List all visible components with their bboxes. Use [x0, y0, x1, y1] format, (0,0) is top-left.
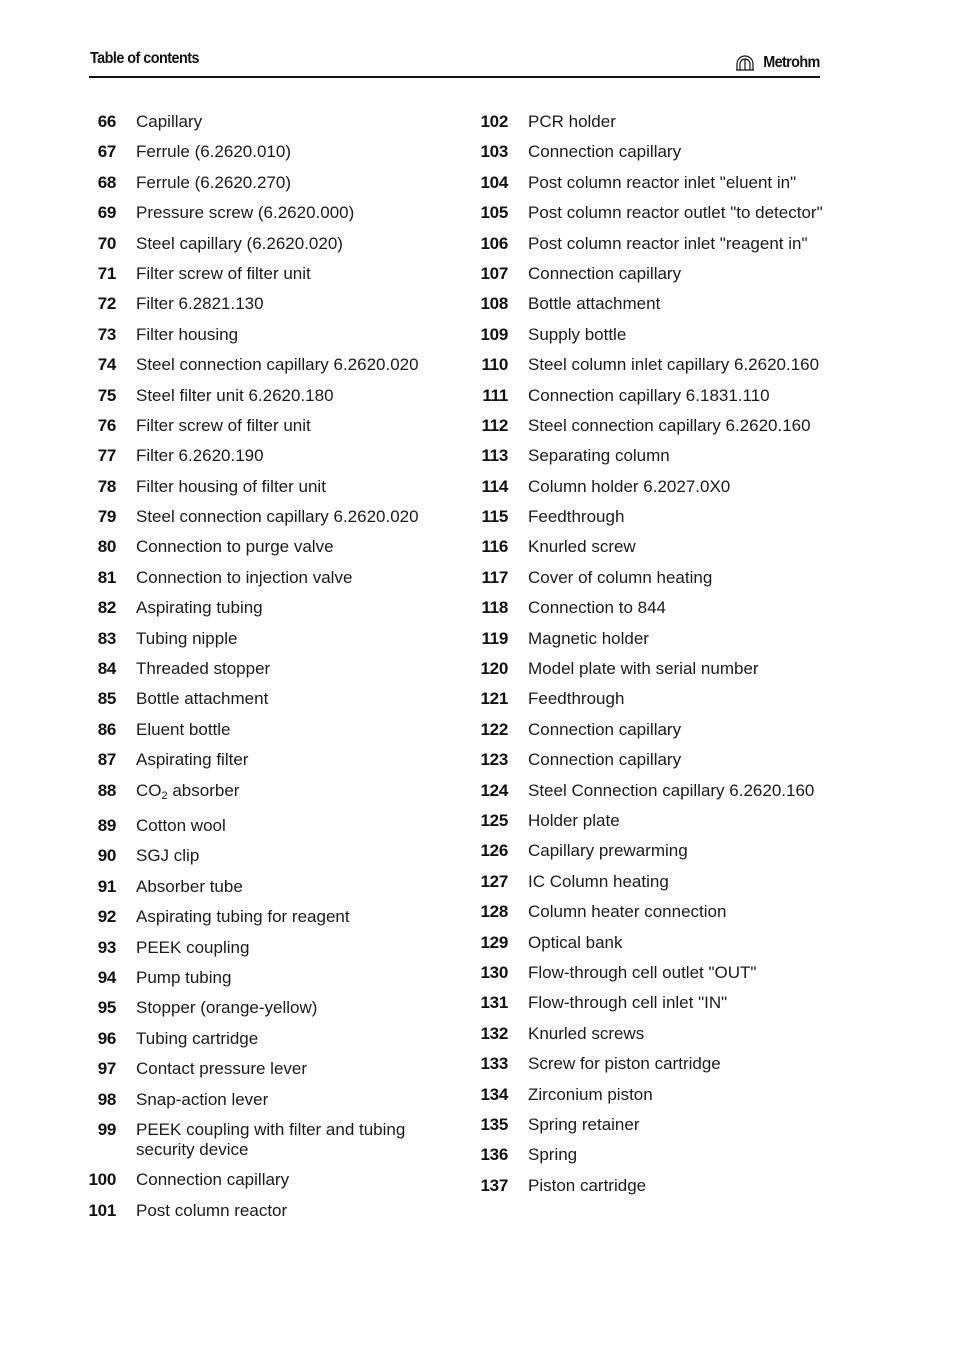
- item-label: Spring retainer: [528, 1114, 640, 1134]
- list-item: [84, 1029, 434, 1049]
- item-label: Snap-action lever: [136, 1089, 269, 1109]
- list-item: [84, 1120, 434, 1160]
- item-label: Filter 6.2821.130: [136, 294, 264, 314]
- item-label: Zirconium piston: [528, 1084, 653, 1104]
- item-number: 89: [97, 815, 116, 835]
- list-item: [476, 416, 836, 436]
- item-label: Connection capillary: [136, 1170, 290, 1190]
- list-item: [476, 1145, 836, 1165]
- list-item: [476, 1024, 836, 1044]
- item-label: Contact pressure lever: [136, 1059, 308, 1079]
- item-label: Piston cartridge: [528, 1175, 647, 1195]
- item-label: Spring: [528, 1145, 578, 1165]
- item-number: 68: [97, 172, 116, 192]
- item-label: Steel column inlet capillary 6.2620.160: [528, 355, 820, 375]
- item-label: Flow-through cell inlet "IN": [528, 993, 728, 1013]
- item-number: 91: [97, 876, 116, 896]
- item-number: 129: [480, 932, 508, 952]
- item-number: 102: [480, 112, 508, 131]
- item-label: Post column reactor: [136, 1200, 288, 1220]
- item-number: 128: [480, 902, 508, 922]
- list-item: [84, 325, 434, 345]
- item-number: 73: [97, 324, 116, 344]
- item-number: 112: [481, 415, 508, 435]
- item-number: 116: [481, 537, 508, 557]
- item-number: 126: [480, 841, 508, 861]
- item-label: Steel Connection capillary 6.2620.160: [528, 780, 815, 800]
- item-number: 84: [97, 659, 116, 679]
- item-label: PEEK coupling: [136, 937, 250, 957]
- item-label: Feedthrough: [528, 507, 625, 527]
- item-label: Pressure screw (6.2620.000): [136, 203, 355, 223]
- item-number: 77: [97, 446, 116, 466]
- item-label: Holder plate: [528, 810, 620, 830]
- item-number: 78: [97, 476, 116, 496]
- list-item: [84, 816, 434, 836]
- list-item: [476, 963, 836, 983]
- item-number: 105: [480, 203, 508, 223]
- item-number: 117: [481, 567, 508, 587]
- item-number: 106: [480, 233, 508, 253]
- item-number: 79: [97, 507, 116, 527]
- item-label: IC Column heating: [528, 871, 669, 891]
- item-number: 100: [88, 1170, 116, 1190]
- list-item: [84, 877, 434, 897]
- list-item: [84, 234, 434, 254]
- list-item: [476, 568, 836, 588]
- list-item: [476, 355, 836, 375]
- item-label: Stopper (orange-yellow): [136, 998, 318, 1018]
- list-item: [476, 294, 836, 314]
- item-label-subscript: 2: [161, 789, 168, 802]
- list-item: [476, 112, 836, 132]
- list-item: [476, 477, 836, 497]
- list-item: [476, 1054, 836, 1074]
- item-number: 130: [480, 962, 508, 982]
- item-number: 136: [480, 1145, 508, 1165]
- item-number: 115: [481, 507, 508, 527]
- page-header: [89, 48, 820, 78]
- item-label: Column holder 6.2027.0X0: [528, 476, 731, 496]
- list-item: [476, 173, 836, 193]
- item-number: 132: [480, 1023, 508, 1043]
- item-label: Steel capillary (6.2620.020): [136, 233, 343, 253]
- item-number: 133: [480, 1054, 508, 1074]
- list-item: [476, 142, 836, 162]
- item-label: Tubing cartridge: [136, 1028, 259, 1048]
- item-number: 131: [480, 993, 508, 1013]
- item-label: Connection capillary: [528, 719, 682, 739]
- list-item: [84, 1090, 434, 1110]
- item-label: Steel connection capillary 6.2620.020: [136, 355, 419, 375]
- item-label: Pump tubing: [136, 967, 232, 987]
- item-label: Post column reactor inlet "eluent in": [528, 172, 797, 192]
- item-number: 90: [97, 846, 116, 866]
- list-item: [84, 1170, 434, 1190]
- list-item: [84, 720, 434, 740]
- item-number: 113: [481, 446, 508, 466]
- item-label-text: CO: [136, 780, 162, 800]
- list-item: [476, 993, 836, 1013]
- item-label: Connection capillary: [528, 750, 682, 770]
- item-number: 99: [97, 1119, 116, 1139]
- item-label: Knurled screws: [528, 1023, 645, 1043]
- item-label: Model plate with serial number: [528, 659, 759, 679]
- item-number: 66: [97, 112, 116, 131]
- metrohm-logo-icon: [735, 55, 755, 71]
- item-number: 83: [97, 628, 116, 648]
- list-item: [476, 902, 836, 922]
- item-label: Supply bottle: [528, 324, 627, 344]
- list-item: [476, 1085, 836, 1105]
- item-number: 74: [97, 355, 116, 375]
- item-label: PCR holder: [528, 112, 616, 131]
- item-number: 93: [97, 937, 116, 957]
- item-number: 70: [97, 233, 116, 253]
- list-item: [84, 386, 434, 406]
- item-label: Post column reactor outlet "to detector": [528, 203, 823, 223]
- item-number: 108: [480, 294, 508, 314]
- list-item: [84, 173, 434, 193]
- list-item: [476, 234, 836, 254]
- item-label: Connection capillary 6.1831.110: [528, 385, 770, 405]
- item-label: PEEK coupling with filter and tubing security device: [136, 1119, 406, 1159]
- item-number: 107: [480, 263, 508, 283]
- item-number: 125: [480, 810, 508, 830]
- list-item: [84, 907, 434, 927]
- item-label: Capillary: [136, 112, 203, 131]
- contents-list-left: [84, 112, 434, 1231]
- list-item: [84, 998, 434, 1018]
- list-item: [84, 477, 434, 497]
- item-number: 127: [480, 871, 508, 891]
- list-item: [476, 841, 836, 861]
- item-number: 137: [480, 1175, 508, 1195]
- item-label: Screw for piston cartridge: [528, 1054, 721, 1074]
- list-item: [476, 264, 836, 284]
- list-item: [476, 1176, 836, 1196]
- item-number: 111: [482, 385, 508, 405]
- item-label: Aspirating tubing for reagent: [136, 907, 350, 927]
- item-number: 101: [88, 1200, 116, 1220]
- list-item: [476, 598, 836, 618]
- list-item: [84, 629, 434, 649]
- item-label: Filter 6.2620.190: [136, 446, 264, 466]
- item-label: Cotton wool: [136, 815, 226, 835]
- list-item: [84, 689, 434, 709]
- item-label: Bottle attachment: [528, 294, 661, 314]
- item-number: 88: [97, 780, 116, 800]
- item-label: Steel filter unit 6.2620.180: [136, 385, 334, 405]
- item-number: 67: [97, 142, 116, 162]
- list-item: [476, 446, 836, 466]
- item-label: Ferrule (6.2620.010): [136, 142, 291, 162]
- item-number: 72: [97, 294, 116, 314]
- item-number: 103: [480, 142, 508, 162]
- item-label: Knurled screw: [528, 537, 636, 557]
- list-item: [84, 203, 434, 223]
- list-item: [84, 416, 434, 436]
- list-item: [84, 781, 434, 806]
- list-item: [84, 142, 434, 162]
- list-item: [476, 203, 836, 223]
- item-label: Connection to 844: [528, 598, 666, 618]
- item-label: Aspirating tubing: [136, 598, 263, 618]
- list-item: [476, 325, 836, 345]
- item-number: 114: [481, 476, 508, 496]
- page-title: Table of contents: [90, 50, 199, 67]
- list-item: [84, 750, 434, 770]
- item-label: Capillary prewarming: [528, 841, 688, 861]
- item-label: Filter housing of filter unit: [136, 476, 326, 496]
- list-item: [84, 568, 434, 588]
- list-item: [84, 846, 434, 866]
- item-label: SGJ clip: [136, 846, 200, 866]
- item-number: 87: [97, 750, 116, 770]
- item-label: [136, 781, 239, 806]
- item-label: Aspirating filter: [136, 750, 249, 770]
- list-item: [476, 659, 836, 679]
- list-item: [84, 355, 434, 375]
- item-label: Absorber tube: [136, 876, 243, 896]
- item-label: Connection to purge valve: [136, 537, 334, 557]
- item-number: 135: [480, 1114, 508, 1134]
- list-item: [476, 507, 836, 527]
- list-item: [476, 689, 836, 709]
- list-item: [84, 968, 434, 988]
- item-number: 75: [97, 385, 116, 405]
- brand-name: Metrohm: [763, 54, 820, 71]
- list-item: [84, 598, 434, 618]
- list-item: [84, 1059, 434, 1079]
- item-number: 95: [97, 998, 116, 1018]
- item-number: 86: [97, 719, 116, 739]
- item-number: 118: [481, 598, 508, 618]
- item-label: Threaded stopper: [136, 659, 271, 679]
- item-number: 98: [97, 1089, 116, 1109]
- item-number: 123: [480, 750, 508, 770]
- item-label: Steel connection capillary 6.2620.020: [136, 507, 419, 527]
- item-label: Feedthrough: [528, 689, 625, 709]
- item-number: 82: [97, 598, 116, 618]
- item-label: Connection to injection valve: [136, 567, 353, 587]
- list-item: [476, 872, 836, 892]
- brand: [735, 54, 820, 72]
- list-item: [84, 537, 434, 557]
- item-number: 85: [97, 689, 116, 709]
- item-label: Flow-through cell outlet "OUT": [528, 962, 757, 982]
- contents-list-right: [476, 112, 836, 1206]
- item-number: 69: [97, 203, 116, 223]
- item-number: 80: [97, 537, 116, 557]
- list-item: [84, 446, 434, 466]
- item-number: 71: [97, 263, 116, 283]
- item-label: Magnetic holder: [528, 628, 649, 648]
- list-item: [476, 811, 836, 831]
- item-number: 122: [480, 719, 508, 739]
- item-label: Eluent bottle: [136, 719, 231, 739]
- list-item: [476, 629, 836, 649]
- list-item: [476, 933, 836, 953]
- item-number: 124: [480, 780, 508, 800]
- item-number: 76: [97, 415, 116, 435]
- item-number: 109: [480, 324, 508, 344]
- item-number: 121: [480, 689, 508, 709]
- item-number: 134: [480, 1084, 508, 1104]
- item-number: 97: [97, 1059, 116, 1079]
- list-item: [476, 750, 836, 770]
- list-item: [476, 537, 836, 557]
- item-label: Connection capillary: [528, 263, 682, 283]
- item-number: 110: [481, 355, 508, 375]
- list-item: [476, 720, 836, 740]
- item-label: Separating column: [528, 446, 670, 466]
- item-label: Filter screw of filter unit: [136, 415, 311, 435]
- item-label-text: absorber: [167, 780, 240, 800]
- item-number: 94: [97, 967, 116, 987]
- item-label: Post column reactor inlet "reagent in": [528, 233, 808, 253]
- list-item: [84, 264, 434, 284]
- item-number: 96: [97, 1028, 116, 1048]
- item-label: Connection capillary: [528, 142, 682, 162]
- list-item: [476, 781, 836, 801]
- list-item: [476, 1115, 836, 1135]
- item-label: Column heater connection: [528, 902, 727, 922]
- list-item: [84, 938, 434, 958]
- item-number: 81: [97, 567, 116, 587]
- item-number: 104: [480, 172, 508, 192]
- item-label: Filter screw of filter unit: [136, 263, 311, 283]
- item-number: 120: [480, 659, 508, 679]
- item-label: Tubing nipple: [136, 628, 238, 648]
- list-item: [476, 386, 836, 406]
- item-label: Optical bank: [528, 932, 623, 952]
- list-item: [84, 294, 434, 314]
- item-number: 119: [481, 628, 508, 648]
- list-item: [84, 507, 434, 527]
- list-item: [84, 659, 434, 679]
- item-label: Ferrule (6.2620.270): [136, 172, 291, 192]
- item-label: Steel connection capillary 6.2620.160: [528, 415, 811, 435]
- item-label: Bottle attachment: [136, 689, 269, 709]
- list-item: [84, 1201, 434, 1221]
- item-number: 92: [97, 907, 116, 927]
- list-item: [84, 112, 434, 132]
- item-label: Cover of column heating: [528, 567, 713, 587]
- item-label: Filter housing: [136, 324, 239, 344]
